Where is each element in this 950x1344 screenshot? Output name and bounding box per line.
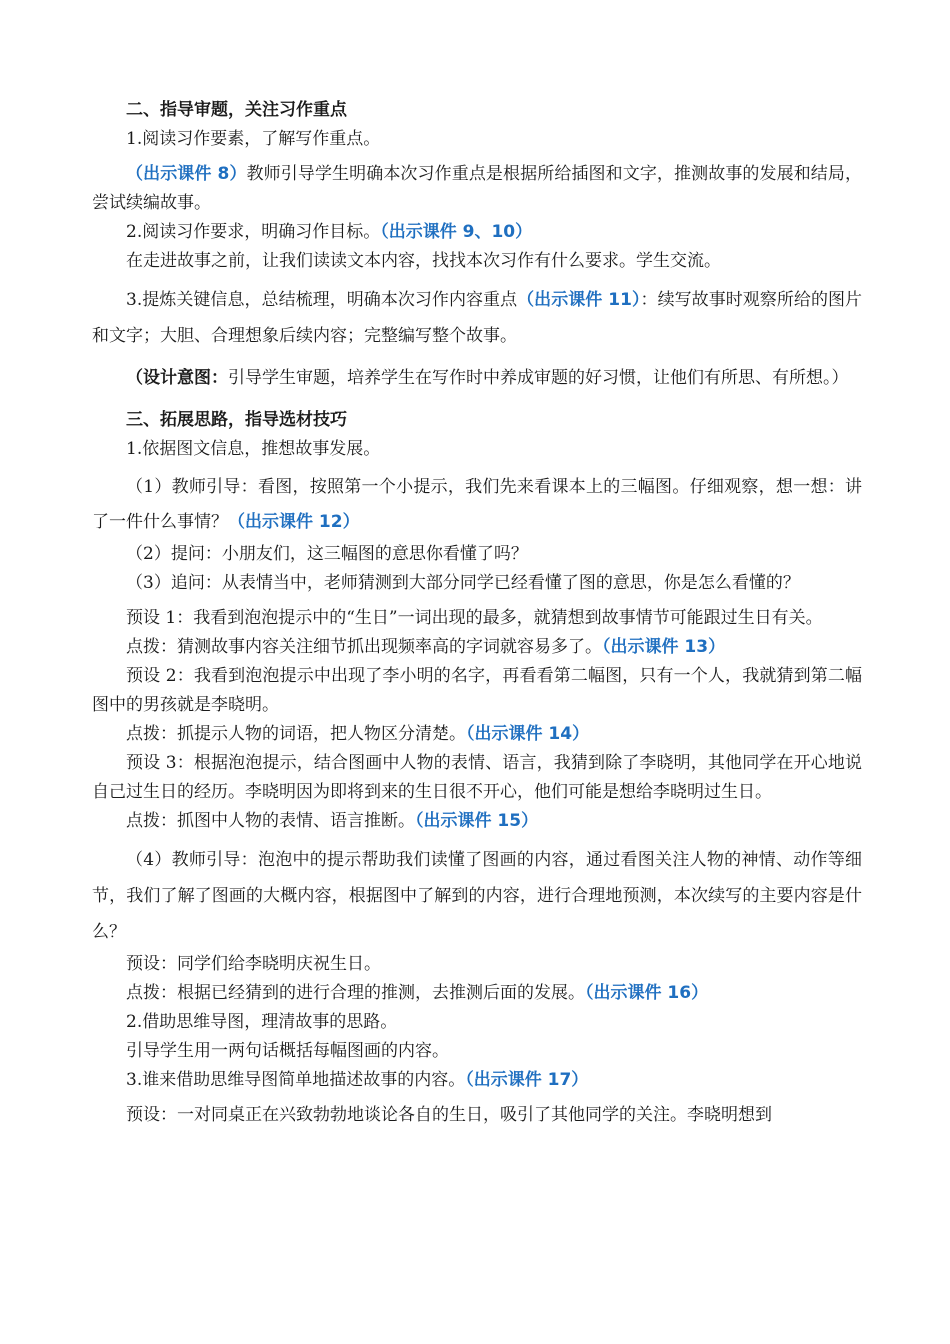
paragraph-text: 在走进故事之前，让我们读读文本内容，找找本次习作有什么要求。学生交流。 bbox=[126, 251, 721, 271]
paragraph-text: 1.阅读习作要素，了解写作重点。 bbox=[126, 129, 381, 149]
paragraph bbox=[92, 435, 862, 464]
design-intent bbox=[92, 360, 862, 396]
paragraph bbox=[92, 1037, 862, 1066]
courseware-ref: （出示课件 16） bbox=[585, 983, 709, 1003]
paragraph bbox=[92, 950, 862, 979]
paragraph-text: （3）追问：从表情当中，老师猜测到大部分同学已经看懂了图的意思，你是怎么看懂的？ bbox=[126, 573, 800, 593]
paragraph-text: 预设：同学们给李晓明庆祝生日。 bbox=[126, 954, 381, 974]
paragraph bbox=[92, 604, 862, 633]
courseware-ref: （出示课件 15） bbox=[415, 811, 539, 831]
courseware-ref: （出示课件 11） bbox=[517, 290, 641, 310]
courseware-ref: （出示课件 9、10） bbox=[380, 222, 533, 242]
paragraph-text: ：续写故事时观察所给的图片和文字；大胆、合理想象后续内容；完整编写整个故事。 bbox=[92, 290, 863, 346]
paragraph bbox=[92, 979, 862, 1008]
paragraph-text: （4）教师引导：泡泡中的提示帮助我们读懂了图画的内容，通过看图关注人物的神情、动作等细节，我们了解了图画的大概内容，根据图中了解到的内容，进行合理地预测，本次续写的主要内容是什么？ bbox=[92, 850, 862, 942]
paragraph bbox=[92, 160, 862, 218]
paragraph-text: （2）提问：小朋友们，这三幅图的意思你看懂了吗？ bbox=[126, 544, 528, 564]
courseware-ref: （出示课件 17） bbox=[465, 1070, 589, 1090]
courseware-ref: （出示课件 13） bbox=[602, 637, 726, 657]
paragraph bbox=[92, 1101, 862, 1130]
paragraph bbox=[92, 247, 862, 276]
paragraph bbox=[92, 1008, 862, 1037]
paragraph-text: 2.借助思维导图，理清故事的思路。 bbox=[126, 1012, 398, 1032]
paragraph-text: 预设 1：我看到泡泡提示中的“生日”一词出现的最多，就猜想到故事情节可能跟过生日有关。 bbox=[126, 608, 823, 628]
paragraph-text: 教师引导学生明确本次习作重点是根据所给插图和文字，推测故事的发展和结局，尝试续编故事。 bbox=[92, 164, 863, 213]
courseware-ref: （出示课件 14） bbox=[466, 724, 590, 744]
paragraph-text: 预设：一对同桌正在兴致勃勃地谈论各自的生日，吸引了其他同学的关注。李晓明想到 bbox=[126, 1105, 772, 1125]
design-intent-label: （设计意图： bbox=[126, 368, 228, 388]
paragraph-text: 点拨：抓提示人物的词语，把人物区分清楚。 bbox=[126, 724, 466, 744]
paragraph bbox=[92, 125, 862, 154]
paragraph-text: 1.依据图文信息，推想故事发展。 bbox=[126, 439, 381, 459]
paragraph bbox=[92, 749, 862, 807]
paragraph-text: （1）教师引导：看图，按照第一个小提示，我们先来看课本上的三幅图。仔细观察，想一想：讲了一件什么事情？ bbox=[92, 477, 862, 532]
paragraph bbox=[92, 842, 862, 950]
courseware-ref: （出示课件 8） bbox=[126, 164, 247, 184]
section-heading-3: 三、拓展思路，指导选材技巧 bbox=[126, 410, 347, 430]
paragraph-text: 2.阅读习作要求，明确习作目标。 bbox=[126, 222, 381, 242]
paragraph-text: 3.提炼关键信息，总结梳理，明确本次习作内容重点 bbox=[126, 290, 518, 310]
paragraph bbox=[92, 633, 862, 662]
section-heading-2: 二、指导审题，关注习作重点 bbox=[126, 100, 347, 120]
courseware-ref: （出示课件 12） bbox=[228, 512, 360, 532]
document-page bbox=[92, 96, 862, 1130]
paragraph bbox=[92, 662, 862, 720]
paragraph-text: 预设 2：我看到泡泡提示中出现了李小明的名字，再看看第二幅图，只有一个人，我就猜到第二幅图中的男孩就是李晓明。 bbox=[92, 666, 862, 715]
paragraph bbox=[92, 569, 862, 598]
paragraph-text: 3.谁来借助思维导图简单地描述故事的内容。 bbox=[126, 1070, 466, 1090]
paragraph bbox=[92, 282, 862, 354]
paragraph bbox=[92, 540, 862, 569]
paragraph-text: 点拨：猜测故事内容关注细节抓出现频率高的字词就容易多了。 bbox=[126, 637, 602, 657]
paragraph-text: 点拨：根据已经猜到的进行合理的推测，去推测后面的发展。 bbox=[126, 983, 585, 1003]
paragraph bbox=[92, 218, 862, 247]
paragraph bbox=[92, 470, 862, 540]
design-intent-text: 引导学生审题，培养学生在写作时中养成审题的好习惯，让他们有所思、有所想。） bbox=[228, 368, 849, 388]
paragraph bbox=[92, 1066, 862, 1095]
paragraph bbox=[92, 720, 862, 749]
paragraph-text: 引导学生用一两句话概括每幅图画的内容。 bbox=[126, 1041, 449, 1061]
paragraph bbox=[92, 807, 862, 836]
paragraph-text: 点拨：抓图中人物的表情、语言推断。 bbox=[126, 811, 415, 831]
paragraph-text: 预设 3：根据泡泡提示，结合图画中人物的表情、语言，我猜到除了李晓明，其他同学在开心地说自己过生日的经历。李晓明因为即将到来的生日很不开心，他们可能是想给李晓明过生日。 bbox=[92, 753, 862, 802]
